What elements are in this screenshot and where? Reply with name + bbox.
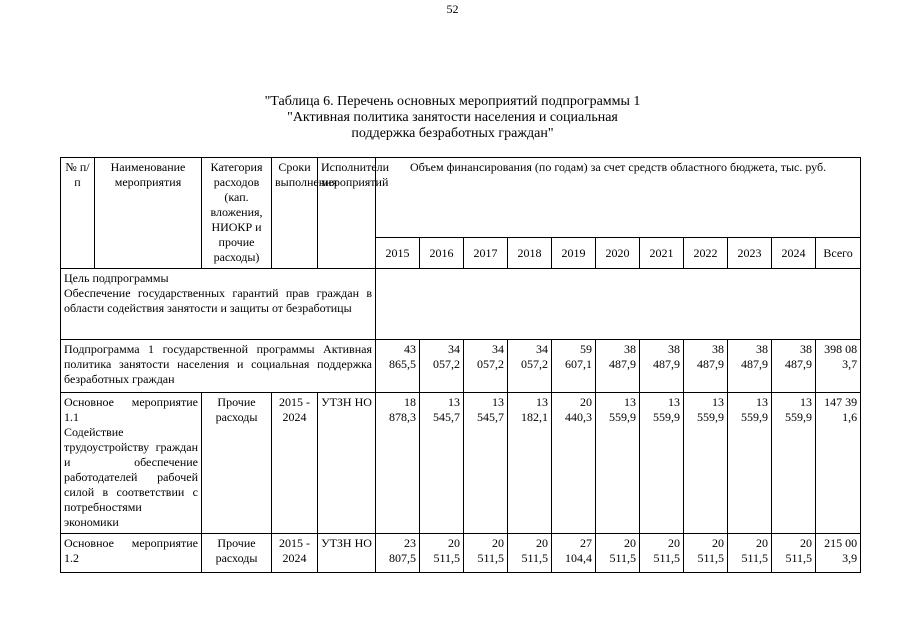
year-header-total: Всего — [816, 238, 861, 269]
header-executors: Исполнители мероприятий — [318, 158, 376, 269]
table-title-line: "Таблица 6. Перечень основных мероприятий подпрограммы 1 — [264, 94, 641, 109]
year-header: 2020 — [596, 238, 640, 269]
year-header: 2022 — [684, 238, 728, 269]
amount-cell: 38 487,9 — [684, 340, 728, 393]
year-header: 2017 — [464, 238, 508, 269]
amount-cell: 13 559,9 — [596, 393, 640, 534]
amount-cell: 13 559,9 — [684, 393, 728, 534]
amount-cell: 18 878,3 — [376, 393, 420, 534]
year-header: 2016 — [420, 238, 464, 269]
amount-cell: 38 487,9 — [596, 340, 640, 393]
total-cell: 147 39 1,6 — [816, 393, 861, 534]
activity-period: 2015 - 2024 — [272, 393, 318, 534]
activity-executor: УТЗН НО — [318, 534, 376, 573]
amount-cell: 20 440,3 — [552, 393, 596, 534]
header-category: Категория расходов (кап. вложения, НИОКР и прочие расходы) — [202, 158, 272, 269]
amount-cell: 13 559,9 — [640, 393, 684, 534]
header-row — [61, 158, 861, 238]
activities-table — [60, 157, 861, 573]
table-title-line: поддержка безработных граждан" — [351, 126, 554, 141]
total-cell: 398 08 3,7 — [816, 340, 861, 393]
amount-cell: 38 487,9 — [772, 340, 816, 393]
year-header: 2023 — [728, 238, 772, 269]
activity-row — [61, 534, 861, 573]
goal-row — [61, 269, 861, 340]
amount-cell: 34 057,2 — [420, 340, 464, 393]
year-header: 2021 — [640, 238, 684, 269]
amount-cell: 20 511,5 — [772, 534, 816, 573]
amount-cell: 38 487,9 — [640, 340, 684, 393]
amount-cell: 23 807,5 — [376, 534, 420, 573]
activity-title: Основное мероприятие 1.1 — [64, 395, 198, 424]
activity-description: Содействие трудоустройству граждан и обеспечение работодателей рабочей силой в соответствии с потребностями экономики — [64, 425, 198, 529]
subprogram-row — [61, 340, 861, 393]
activity-executor: УТЗН НО — [318, 393, 376, 534]
activity-title: Основное мероприятие 1.2 — [64, 536, 198, 565]
amount-cell: 13 182,1 — [508, 393, 552, 534]
amount-cell: 43 865,5 — [376, 340, 420, 393]
year-header: 2015 — [376, 238, 420, 269]
amount-cell: 13 545,7 — [420, 393, 464, 534]
goal-cell — [61, 269, 376, 340]
year-header: 2019 — [552, 238, 596, 269]
year-header: 2018 — [508, 238, 552, 269]
amount-cell: 20 511,5 — [464, 534, 508, 573]
header-period: Сроки выполнения — [272, 158, 318, 269]
subprogram-name: Подпрограмма 1 государственной программы Активная политика занятости населения и социальная поддержка безработных граждан — [61, 340, 376, 393]
header-name: Наименование мероприятия — [95, 158, 202, 269]
table-title-line: "Активная политика занятости населения и социальная — [287, 110, 618, 125]
amount-cell: 20 511,5 — [684, 534, 728, 573]
page-number: 52 — [446, 2, 459, 16]
goal-text: Обеспечение государственных гарантий прав граждан в области содействия занятости и защиты от безработицы — [64, 286, 372, 315]
amount-cell: 38 487,9 — [728, 340, 772, 393]
amount-cell: 27 104,4 — [552, 534, 596, 573]
activity-category: Прочие расходы — [202, 393, 272, 534]
amount-cell: 20 511,5 — [508, 534, 552, 573]
amount-cell: 20 511,5 — [728, 534, 772, 573]
goal-empty-cell — [376, 269, 861, 340]
goal-label: Цель подпрограммы — [64, 271, 169, 285]
year-header: 2024 — [772, 238, 816, 269]
amount-cell: 20 511,5 — [640, 534, 684, 573]
amount-cell: 20 511,5 — [420, 534, 464, 573]
activity-period: 2015 - 2024 — [272, 534, 318, 573]
amount-cell: 34 057,2 — [508, 340, 552, 393]
activity-name — [61, 534, 202, 573]
activity-name — [61, 393, 202, 534]
amount-cell: 13 559,9 — [772, 393, 816, 534]
amount-cell: 13 545,7 — [464, 393, 508, 534]
amount-cell: 34 057,2 — [464, 340, 508, 393]
activity-category: Прочие расходы — [202, 534, 272, 573]
table-title — [0, 94, 905, 142]
amount-cell: 59 607,1 — [552, 340, 596, 393]
total-cell: 215 00 3,9 — [816, 534, 861, 573]
amount-cell: 13 559,9 — [728, 393, 772, 534]
header-funding: Объем финансирования (по годам) за счет средств областного бюджета, тыс. руб. — [376, 158, 861, 238]
header-num: № п/п — [61, 158, 95, 269]
amount-cell: 20 511,5 — [596, 534, 640, 573]
activity-row — [61, 393, 861, 534]
